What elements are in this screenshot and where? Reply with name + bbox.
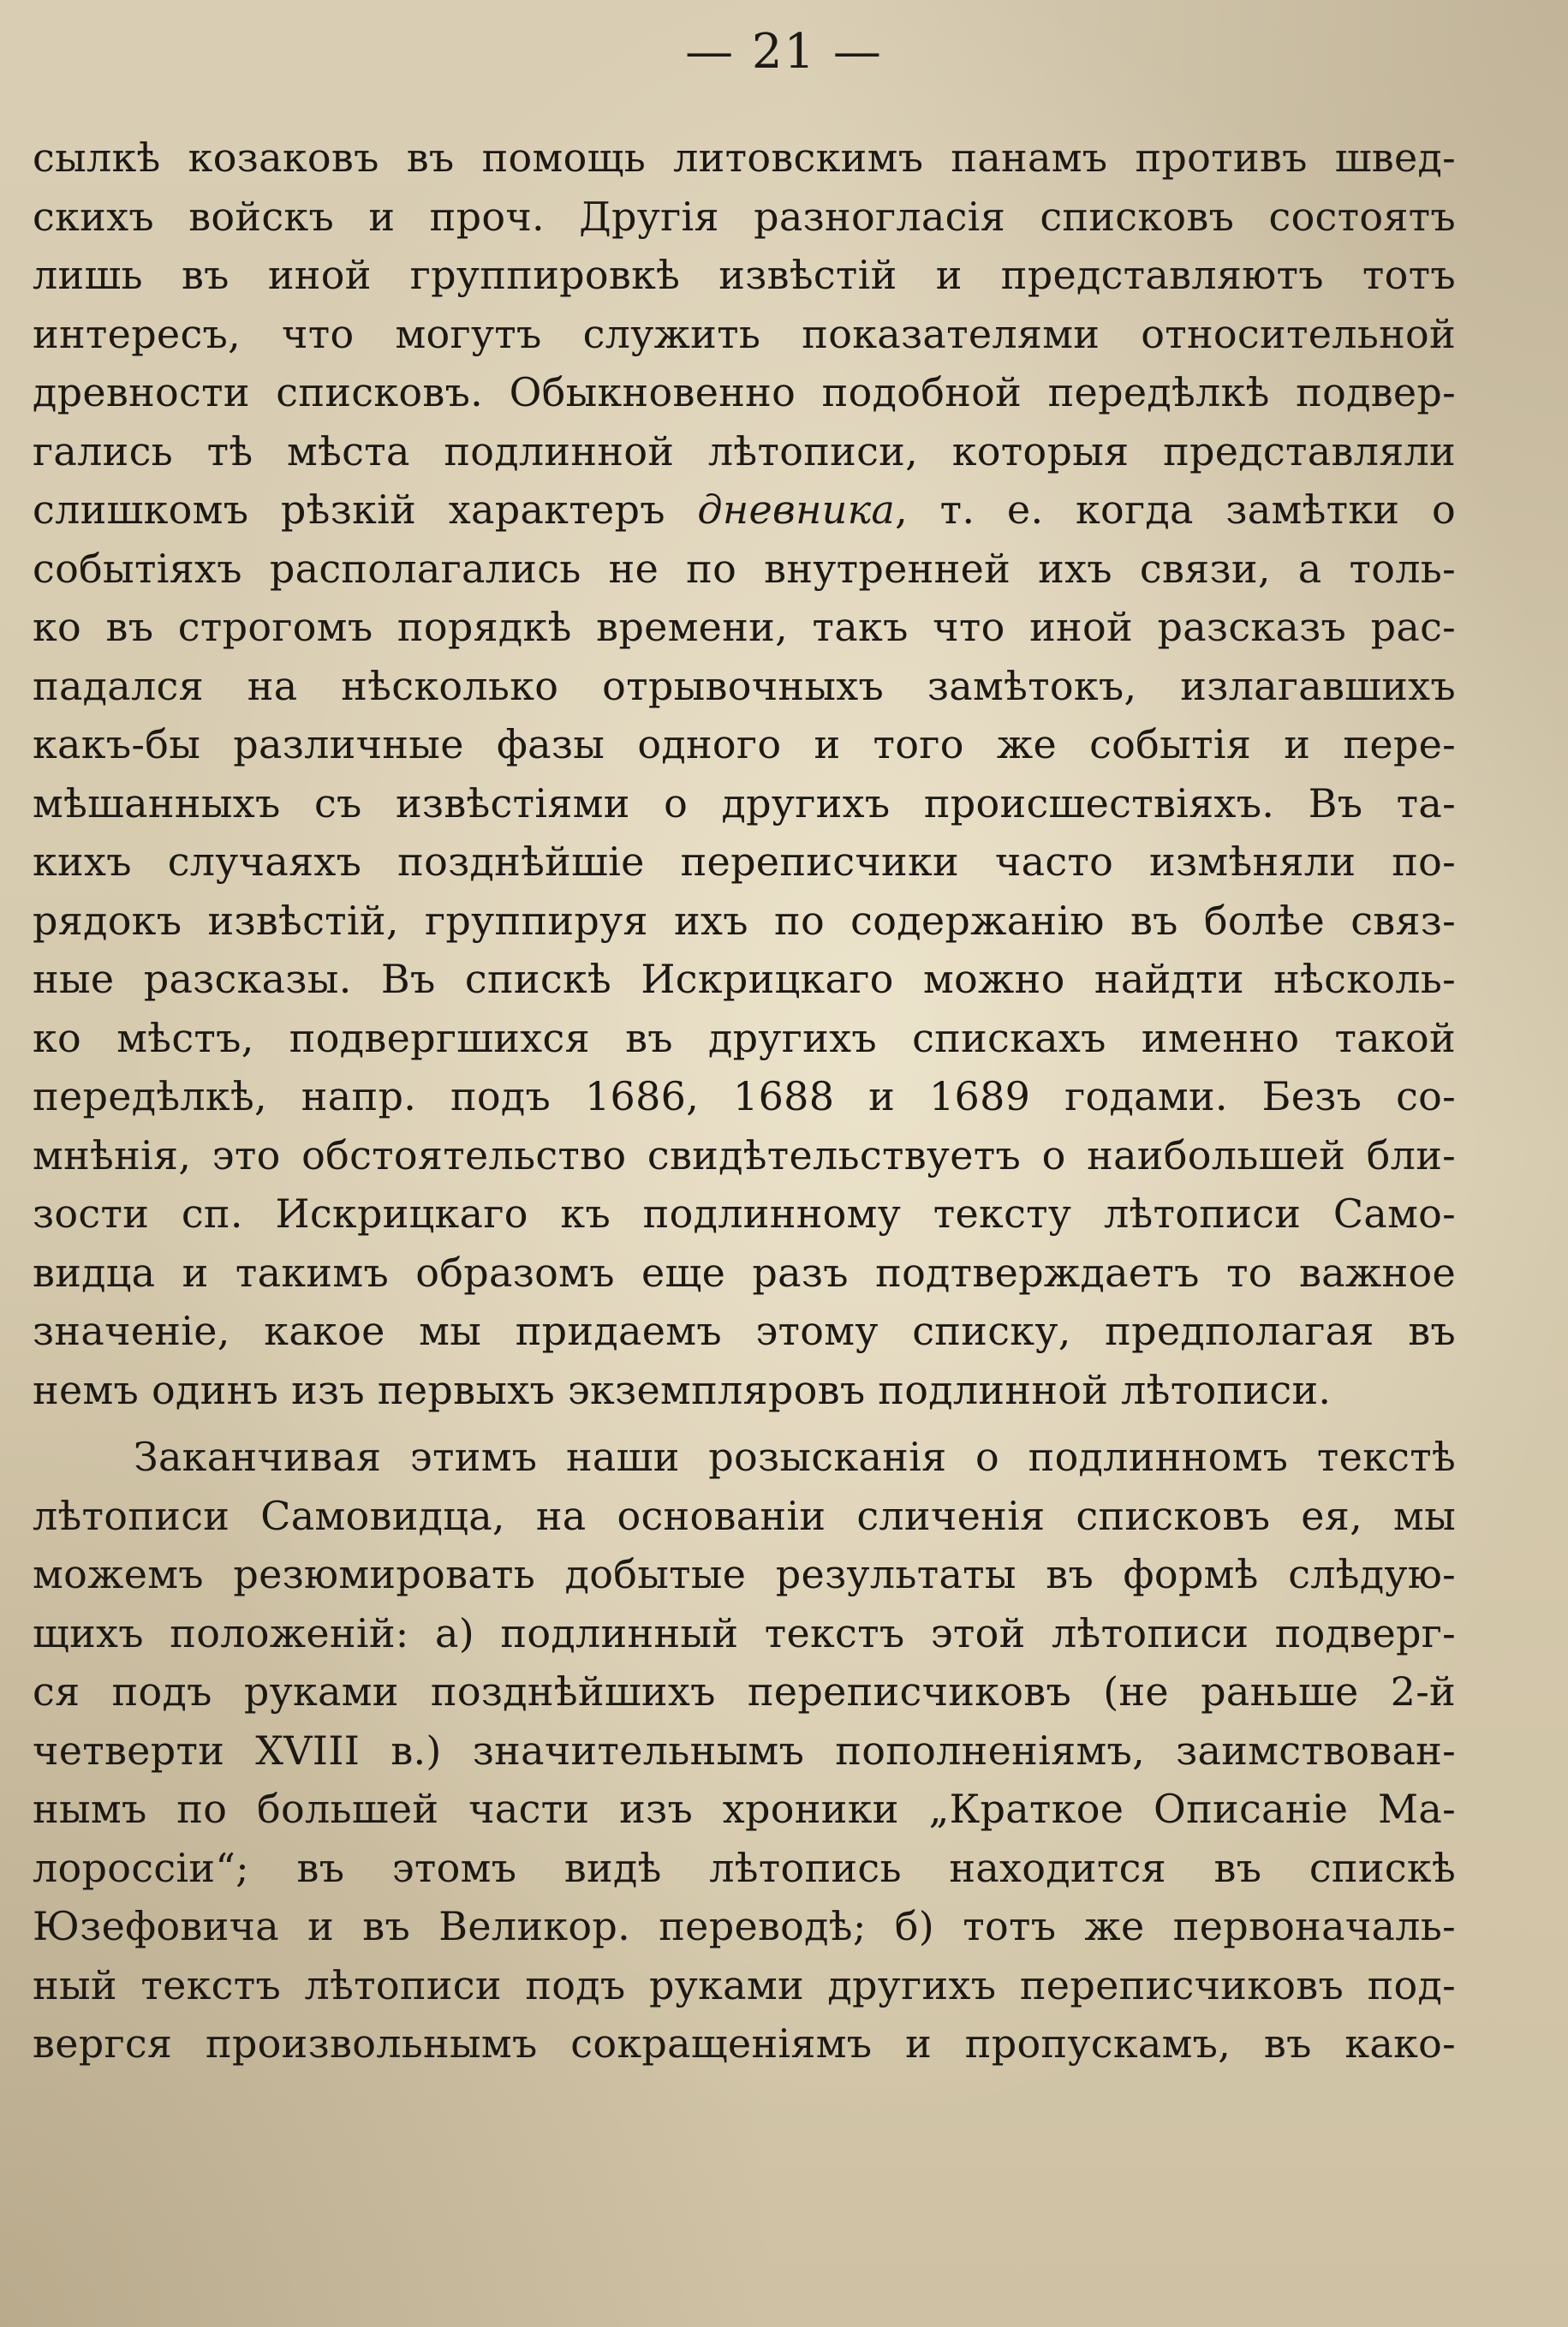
text-line: событіяхъ располагались не по внутренней ихъ связи, а толь-: [33, 545, 1456, 592]
text-line: Заканчивая этимъ наши розысканія о подлинномъ текстѣ: [134, 1434, 1456, 1480]
text-line: четверти XVIII в.) значительнымъ пополненіямъ, заимствован-: [33, 1727, 1456, 1774]
text-line: зости сп. Искрицкаго къ подлинному тексту лѣтописи Само-: [33, 1190, 1456, 1237]
text-line: ко мѣстъ, подвергшихся въ другихъ спискахъ именно такой: [33, 1014, 1456, 1061]
text-line: Юзефовича и въ Великор. переводѣ; б) тотъ же первоначаль-: [33, 1903, 1456, 1949]
paragraph-1: [33, 128, 1456, 1419]
body-text: [33, 128, 1456, 2073]
text-line: щихъ положеній: а) подлинный текстъ этой лѣтописи подверг-: [33, 1609, 1456, 1656]
text-line: лѣтописи Самовидца, на основаніи сличенія списковъ ея, мы: [33, 1492, 1456, 1539]
text-line: гались тѣ мѣста подлинной лѣтописи, которыя представляли: [33, 427, 1456, 474]
paragraph-2: [33, 1428, 1456, 2073]
text-line: нымъ по большей части изъ хроники „Краткое Описаніе Ма-: [33, 1786, 1456, 1832]
text-line: ные разсказы. Въ спискѣ Искрицкаго можно найдти нѣсколь-: [33, 956, 1456, 1002]
text-line: передѣлкѣ, напр. подъ 1686, 1688 и 1689 годами. Безъ со-: [33, 1073, 1456, 1119]
text-line: немъ одинъ изъ первыхъ экземпляровъ подлинной лѣтописи.: [33, 1366, 1332, 1413]
emphasized-word: дневника: [697, 486, 896, 533]
text-line: рядокъ извѣстій, группируя ихъ по содержанію въ болѣе связ-: [33, 897, 1456, 944]
text-line: интересъ, что могутъ служить показателями относительной: [33, 310, 1456, 357]
text-line: слишкомъ рѣзкій характеръ дневника, т. е. когда замѣтки о: [33, 486, 1456, 533]
text-line: какъ-бы различные фазы одного и того же событія и пере-: [33, 721, 1456, 767]
text-line: мнѣнія, это обстоятельство свидѣтельствуетъ о наибольшей бли-: [33, 1131, 1456, 1178]
text-line: древности списковъ. Обыкновенно подобной передѣлкѣ подвер-: [33, 369, 1456, 415]
text-line: ся подъ руками позднѣйшихъ переписчиковъ (не раньше 2-й: [33, 1668, 1456, 1715]
text-line: вергся произвольнымъ сокращеніямъ и пропускамъ, въ како-: [33, 2020, 1456, 2067]
text-line: значеніе, какое мы придаемъ этому списку, предполагая въ: [33, 1308, 1456, 1354]
text-line: скихъ войскъ и проч. Другія разногласія списковъ состоятъ: [33, 193, 1456, 240]
text-line: видца и такимъ образомъ еще разъ подтверждаетъ то важное: [33, 1249, 1456, 1296]
text-line: сылкѣ козаковъ въ помощь литовскимъ панамъ противъ швед-: [33, 134, 1456, 181]
text-line: лороссіи“; въ этомъ видѣ лѣтопись находится въ спискѣ: [33, 1844, 1456, 1891]
text-line: ко въ строгомъ порядкѣ времени, такъ что иной разсказъ рас-: [33, 604, 1456, 650]
text-line: мѣшанныхъ съ извѣстіями о другихъ происшествіяхъ. Въ та-: [33, 779, 1456, 826]
text-line: кихъ случаяхъ позднѣйшіе переписчики часто измѣняли по-: [33, 838, 1456, 885]
text-line: ный текстъ лѣтописи подъ руками другихъ переписчиковъ под-: [33, 1961, 1456, 2008]
text-line: можемъ резюмировать добытые результаты въ формѣ слѣдую-: [33, 1551, 1456, 1597]
page-number: — 21 —: [685, 24, 883, 80]
text-line: падался на нѣсколько отрывочныхъ замѣтокъ, излагавшихъ: [33, 662, 1456, 709]
text-line: лишь въ иной группировкѣ извѣстій и представляютъ тотъ: [33, 252, 1456, 298]
